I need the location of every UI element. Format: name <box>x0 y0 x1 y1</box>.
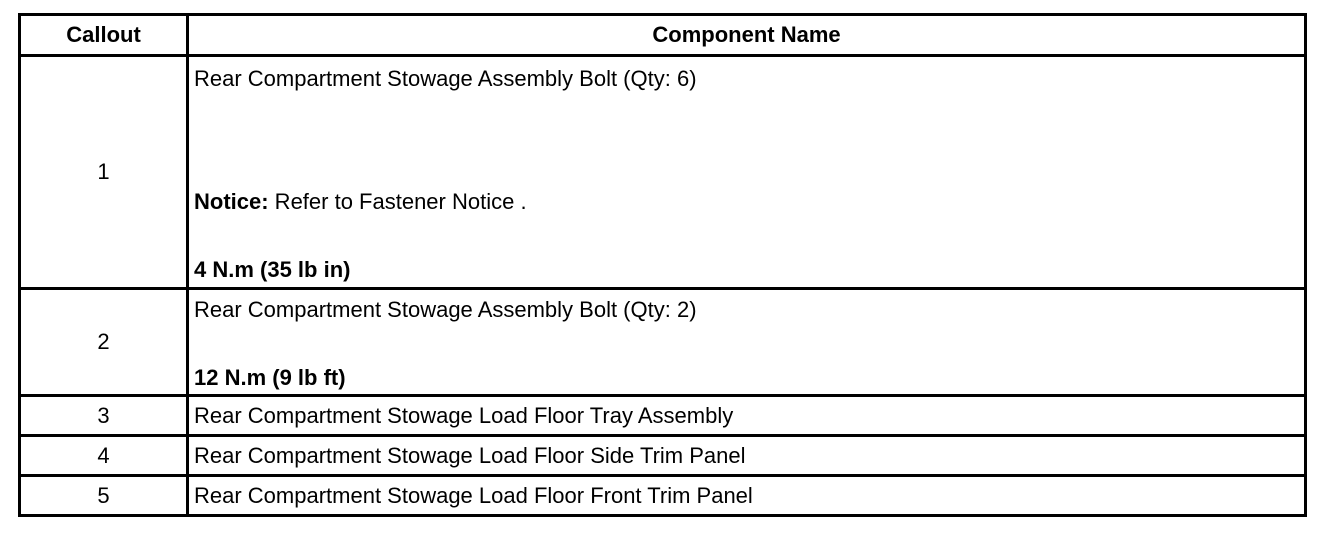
callout-column-header: Callout <box>20 15 188 56</box>
component-name: Rear Compartment Stowage Load Floor Tray Assembly <box>188 396 1306 436</box>
component-callout-table <box>18 13 1307 517</box>
component-name-column-header: Component Name <box>188 15 1306 56</box>
callout-number: 2 <box>20 289 188 396</box>
table-row <box>20 436 1306 476</box>
table-row <box>20 56 1306 289</box>
table-row <box>20 289 1306 396</box>
notice-line <box>194 189 1299 215</box>
component-name: Rear Compartment Stowage Assembly Bolt (Qty: 2) <box>194 297 697 322</box>
component-name: Rear Compartment Stowage Load Floor Front Trim Panel <box>188 476 1306 516</box>
table-header-row <box>20 15 1306 56</box>
callout-number: 5 <box>20 476 188 516</box>
torque-spec: 4 N.m (35 lb in) <box>194 257 351 282</box>
callout-number: 4 <box>20 436 188 476</box>
notice-text: Refer to Fastener Notice . <box>268 189 527 214</box>
table-row <box>20 396 1306 436</box>
component-name: Rear Compartment Stowage Assembly Bolt (Qty: 6) <box>194 66 697 91</box>
component-name-cell <box>188 289 1306 396</box>
callout-number: 3 <box>20 396 188 436</box>
component-name: Rear Compartment Stowage Load Floor Side Trim Panel <box>188 436 1306 476</box>
component-name-cell <box>188 56 1306 289</box>
table-row <box>20 476 1306 516</box>
torque-spec: 12 N.m (9 lb ft) <box>194 365 346 390</box>
notice-label: Notice: <box>194 189 269 214</box>
callout-number: 1 <box>20 56 188 289</box>
